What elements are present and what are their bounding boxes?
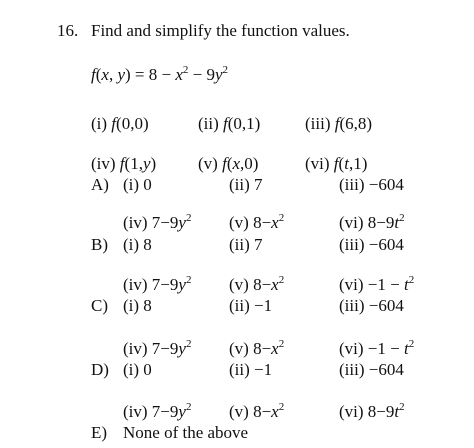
choice-d-iii: (iii) −604	[339, 360, 404, 379]
part-i: (i) f(0,0)	[91, 114, 149, 133]
part-v: (v) f(x,0)	[198, 154, 259, 173]
choice-d-v: (v) $8-x^2$	[229, 401, 285, 421]
question-number: 16.	[57, 21, 79, 40]
function-definition: f(x, $y) = 8 - x^2 - 9y^2$	[91, 64, 229, 84]
choice-b-iii: (iii) −604	[339, 235, 404, 254]
choice-e-text: None of the above	[123, 423, 249, 442]
choice-a-iv: (iv) $7-9y^2$	[123, 212, 192, 232]
choice-c-ii: (ii) −1	[229, 296, 273, 315]
part-vi: (vi) f(t,1)	[305, 154, 368, 173]
choice-b-letter: B)	[91, 235, 108, 254]
choice-b-vi: $(vi) -1 - t^2$	[339, 274, 415, 294]
choice-a-v: (v) $8-x^2$	[229, 212, 285, 232]
choice-a-ii: (ii) 7	[229, 175, 263, 194]
choice-c-iii: (iii) −604	[339, 296, 404, 315]
choice-b-ii: (ii) 7	[229, 235, 263, 254]
choice-a-i: (i) 0	[123, 175, 152, 194]
part-ii: (ii) f(0,1)	[198, 114, 261, 133]
choice-c-letter: C)	[91, 296, 108, 315]
choice-a-letter: A)	[91, 175, 109, 194]
choice-d-iv: (iv) $7-9y^2$	[123, 401, 192, 421]
choice-b-iv: (iv) $7-9y^2$	[123, 274, 192, 294]
choice-d-letter: D)	[91, 360, 109, 379]
choice-a-iii: (iii) −604	[339, 175, 404, 194]
part-iv: (iv) f(1,y)	[91, 154, 157, 173]
choice-b-i: (i) 8	[123, 235, 152, 254]
choice-b-v: (v) $8-x^2$	[229, 274, 285, 294]
part-iii: (iii) f(6,8)	[305, 114, 373, 133]
question-prompt: Find and simplify the function values.	[91, 21, 350, 40]
choice-c-vi: $(vi) -1 - t^2$	[339, 338, 415, 358]
choice-a-vi: (vi) $8-9t^2$	[339, 212, 405, 232]
choice-d-ii: (ii) −1	[229, 360, 273, 379]
choice-c-i: (i) 8	[123, 296, 152, 315]
choice-c-v: (v) $8-x^2$	[229, 338, 285, 358]
choice-d-vi: (vi) $8-9t^2$	[339, 401, 405, 421]
choice-c-iv: (iv) $7-9y^2$	[123, 338, 192, 358]
choice-d-i: (i) 0	[123, 360, 152, 379]
choice-e-letter: E)	[91, 423, 108, 442]
